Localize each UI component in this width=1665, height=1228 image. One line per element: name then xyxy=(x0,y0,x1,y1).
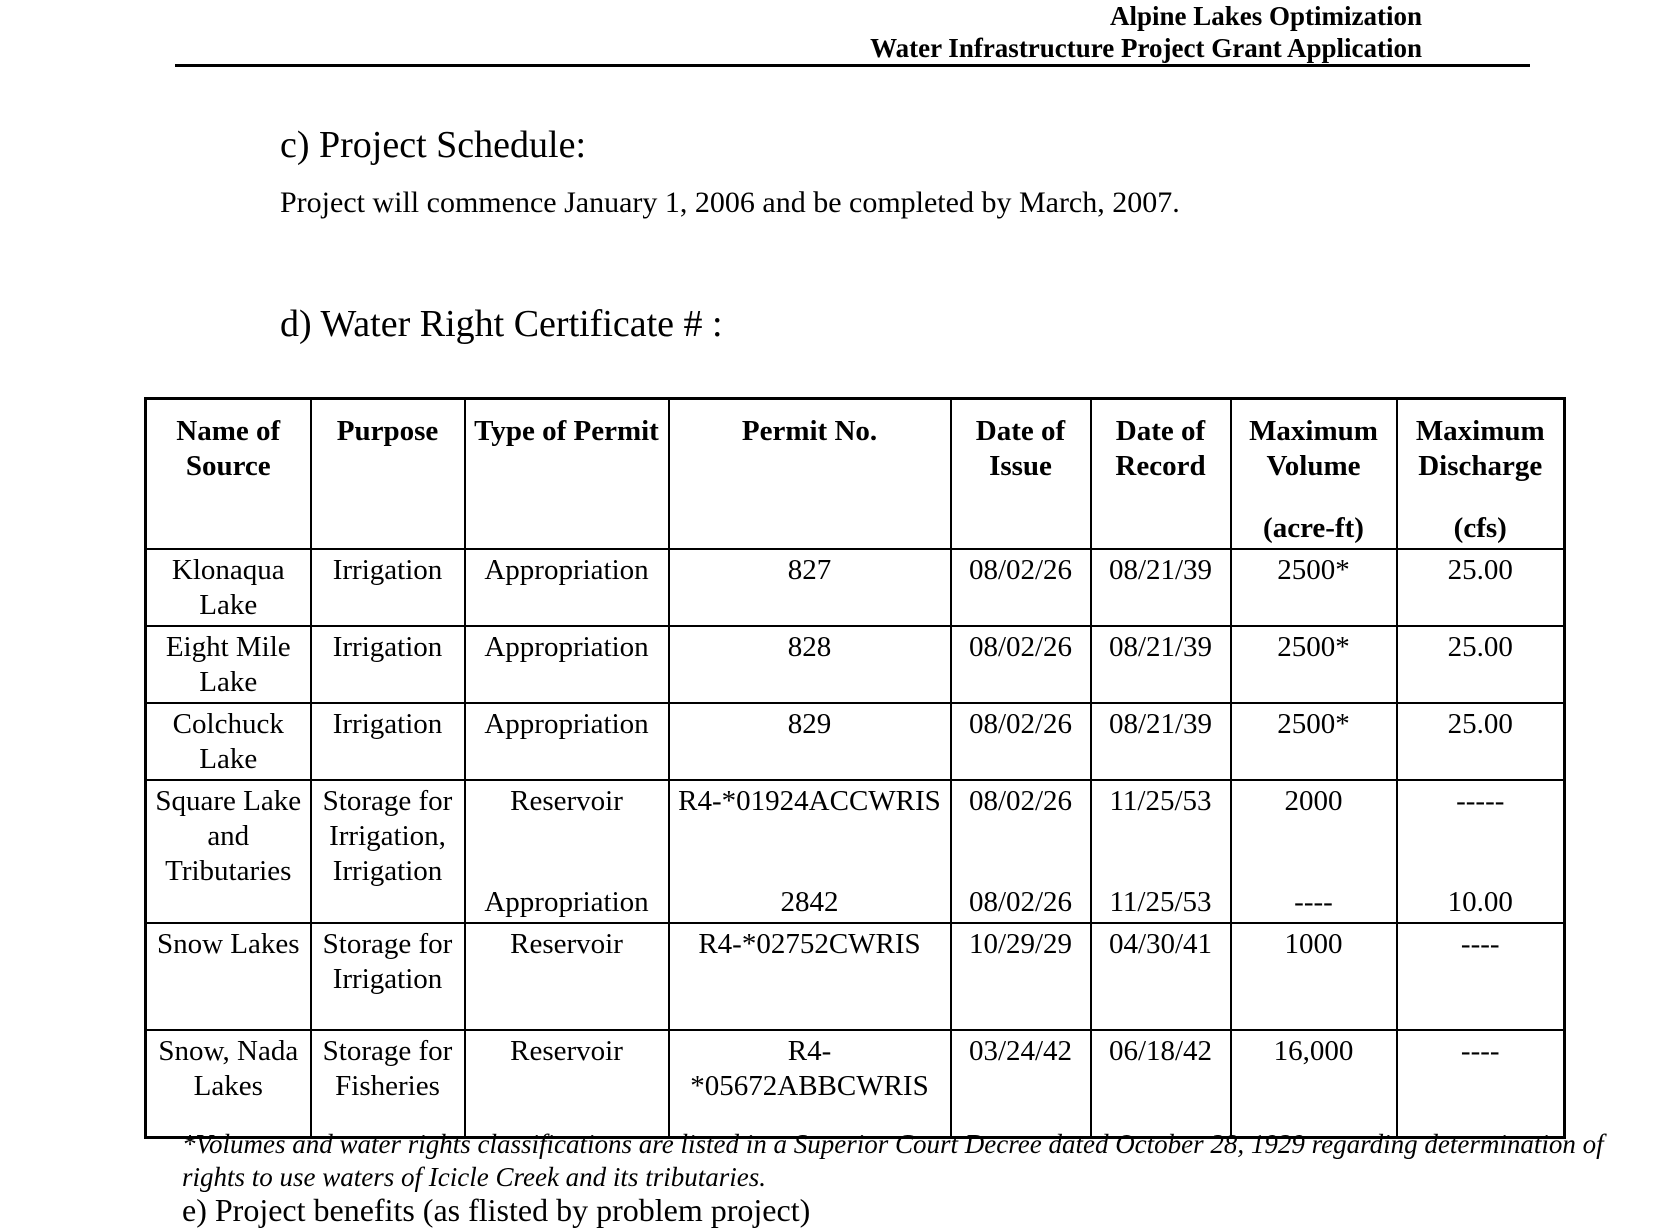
cell-type: Appropriation xyxy=(465,703,669,780)
cell-volume: 1000 xyxy=(1231,923,1397,1030)
cell-purpose: Storage for Fisheries xyxy=(311,1030,465,1138)
col-header-volume-label: Maximum Volume xyxy=(1249,415,1378,482)
cell-record xyxy=(1091,780,1231,923)
col-header-volume-unit: (acre-ft) xyxy=(1263,512,1364,544)
cell-type: Reservoir xyxy=(465,1030,669,1138)
cell-record-appropriation: 11/25/53 xyxy=(1109,886,1212,918)
cell-volume: 2500* xyxy=(1231,703,1397,780)
cell-purpose: Storage for Irrigation, Irrigation xyxy=(311,780,465,923)
cell-volume: 2500* xyxy=(1231,626,1397,703)
table-row xyxy=(146,626,1565,703)
table-row xyxy=(146,703,1565,780)
cell-purpose: Irrigation xyxy=(311,703,465,780)
col-header-permit: Permit No. xyxy=(669,399,951,550)
cell-record: 08/21/39 xyxy=(1091,549,1231,626)
cell-permit-reservoir: R4-*01924ACCWRIS xyxy=(678,785,941,817)
cell-discharge xyxy=(1397,780,1565,923)
cell-permit: 829 xyxy=(669,703,951,780)
cell-purpose: Irrigation xyxy=(311,549,465,626)
table-row xyxy=(146,1030,1565,1138)
cell-purpose: Irrigation xyxy=(311,626,465,703)
next-section-heading-partial: e) Project benefits (as flisted by problem project) xyxy=(182,1192,811,1228)
cell-type: Reservoir xyxy=(465,923,669,1030)
table-row xyxy=(146,549,1565,626)
cell-discharge-reservoir: ----- xyxy=(1456,785,1505,817)
cell-discharge-appropriation: 10.00 xyxy=(1447,886,1513,918)
cell-permit: R4-*02752CWRIS xyxy=(669,923,951,1030)
col-header-discharge xyxy=(1397,399,1565,550)
col-header-name: Name of Source xyxy=(146,399,311,550)
table-row xyxy=(146,923,1565,1030)
cell-purpose: Storage for Irrigation xyxy=(311,923,465,1030)
table-row xyxy=(146,780,1565,923)
cell-issue: 03/24/42 xyxy=(951,1030,1091,1138)
water-rights-table xyxy=(144,397,1566,1139)
cell-discharge: 25.00 xyxy=(1397,703,1565,780)
cell-type-appropriation: Appropriation xyxy=(484,886,649,918)
header-application-title: Water Infrastructure Project Grant Application xyxy=(870,33,1422,63)
header-project-title: Alpine Lakes Optimization xyxy=(1109,1,1422,31)
col-header-discharge-label: Maximum Discharge xyxy=(1415,415,1545,482)
cell-volume-reservoir: 2000 xyxy=(1284,785,1343,817)
cell-name: Snow Lakes xyxy=(146,923,311,1030)
cell-name: Eight Mile Lake xyxy=(146,626,311,703)
cell-type xyxy=(465,780,669,923)
cell-volume: 16,000 xyxy=(1231,1030,1397,1138)
cell-issue: 10/29/29 xyxy=(951,923,1091,1030)
project-schedule-text: Project will commence January 1, 2006 and be completed by March, 2007. xyxy=(280,186,1180,219)
cell-discharge: 25.00 xyxy=(1397,626,1565,703)
cell-volume-appropriation: ---- xyxy=(1294,886,1333,918)
cell-record: 04/30/41 xyxy=(1091,923,1231,1030)
cell-issue: 08/02/26 xyxy=(951,549,1091,626)
col-header-purpose: Purpose xyxy=(311,399,465,550)
cell-issue: 08/02/26 xyxy=(951,703,1091,780)
cell-issue: 08/02/26 xyxy=(951,626,1091,703)
cell-type-reservoir: Reservoir xyxy=(510,785,623,817)
cell-name: Square Lake and Tributaries xyxy=(146,780,311,923)
header-divider xyxy=(175,64,1530,67)
cell-record: 08/21/39 xyxy=(1091,703,1231,780)
cell-discharge: 25.00 xyxy=(1397,549,1565,626)
cell-type: Appropriation xyxy=(465,626,669,703)
table-footnote: *Volumes and water rights classifications are listed in a Superior Court Decree dated October 28, 1929 regarding determination of rights to use waters of Icicle Creek and its tributaries. xyxy=(182,1129,1604,1192)
cell-name: Snow, Nada Lakes xyxy=(146,1030,311,1138)
cell-permit xyxy=(669,780,951,923)
cell-record-reservoir: 11/25/53 xyxy=(1109,785,1212,817)
table-header-row xyxy=(146,399,1565,550)
cell-permit: R4-*05672ABBCWRIS xyxy=(669,1030,951,1138)
col-header-type: Type of Permit xyxy=(465,399,669,550)
cell-permit: 828 xyxy=(669,626,951,703)
water-right-heading: d) Water Right Certificate # : xyxy=(280,303,723,345)
cell-issue xyxy=(951,780,1091,923)
project-schedule-heading: c) Project Schedule: xyxy=(280,124,587,166)
cell-type: Appropriation xyxy=(465,549,669,626)
cell-permit: 827 xyxy=(669,549,951,626)
cell-discharge: ---- xyxy=(1397,923,1565,1030)
cell-issue-appropriation: 08/02/26 xyxy=(968,886,1073,918)
cell-name: Klonaqua Lake xyxy=(146,549,311,626)
col-header-discharge-unit: (cfs) xyxy=(1453,512,1507,544)
cell-name: Colchuck Lake xyxy=(146,703,311,780)
cell-permit-appropriation: 2842 xyxy=(780,886,839,918)
cell-discharge: ---- xyxy=(1397,1030,1565,1138)
page-header xyxy=(870,0,1422,64)
col-header-issue: Date of Issue xyxy=(951,399,1091,550)
cell-volume xyxy=(1231,780,1397,923)
cell-volume: 2500* xyxy=(1231,549,1397,626)
col-header-volume xyxy=(1231,399,1397,550)
col-header-record: Date of Record xyxy=(1091,399,1231,550)
cell-record: 06/18/42 xyxy=(1091,1030,1231,1138)
cell-record: 08/21/39 xyxy=(1091,626,1231,703)
cell-issue-reservoir: 08/02/26 xyxy=(968,785,1073,817)
